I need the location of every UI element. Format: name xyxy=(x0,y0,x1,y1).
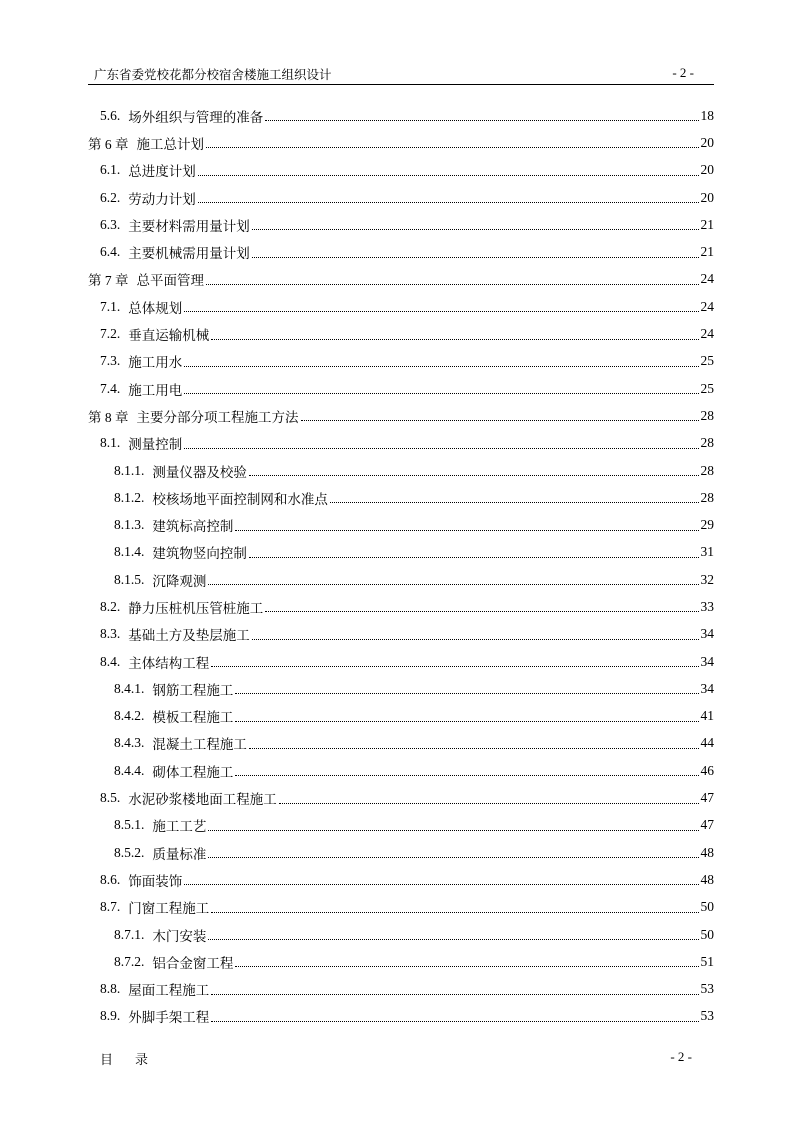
footer-page-number: - 2 - xyxy=(670,1049,692,1064)
toc-entry-title: 施工总计划 xyxy=(136,136,204,153)
dot-leader xyxy=(235,775,698,776)
dot-leader xyxy=(301,420,699,421)
toc-entry[interactable] xyxy=(88,921,714,948)
toc-entry-title: 砌体工程施工 xyxy=(152,764,234,781)
toc-entry[interactable] xyxy=(88,238,714,265)
toc-entry-page: 32 xyxy=(700,571,714,587)
toc-entry-number: 8.1.3. xyxy=(114,517,145,533)
toc-entry-number: 第 7 章 xyxy=(88,273,129,289)
dot-leader xyxy=(279,803,699,804)
toc-entry-title: 外脚手架工程 xyxy=(128,1010,210,1027)
toc-entry-page: 20 xyxy=(700,162,714,178)
toc-entry-title: 沉降观测 xyxy=(152,573,207,590)
toc-entry[interactable] xyxy=(88,266,714,293)
toc-entry-number: 8.4.1. xyxy=(114,680,145,696)
toc-entry-page: 24 xyxy=(700,298,714,314)
toc-entry[interactable] xyxy=(88,784,714,811)
toc-entry-page: 21 xyxy=(700,216,714,232)
dot-leader xyxy=(206,284,699,285)
dot-leader xyxy=(211,912,698,913)
document-title: 广东省委党校花都分校宿舍楼施工组织设计 xyxy=(94,67,332,82)
toc-entry-number: 8.5.1. xyxy=(114,817,145,833)
dot-leader xyxy=(235,530,698,531)
toc-entry-title: 铝合金窗工程 xyxy=(152,955,234,972)
toc-entry-page: 48 xyxy=(700,871,714,887)
dot-leader xyxy=(235,693,698,694)
toc-entry[interactable] xyxy=(88,730,714,757)
toc-entry-page: 47 xyxy=(700,817,714,833)
toc-entry-page: 25 xyxy=(700,380,714,396)
toc-entry-page: 51 xyxy=(700,953,714,969)
toc-entry[interactable] xyxy=(88,129,714,156)
dot-leader xyxy=(235,966,698,967)
toc-entry-page: 34 xyxy=(700,626,714,642)
toc-entry-page: 33 xyxy=(700,598,714,614)
dot-leader xyxy=(206,147,699,148)
toc-entry-title: 主体结构工程 xyxy=(128,655,210,672)
toc-entry-number: 8.8. xyxy=(100,981,121,997)
toc-entry-number: 6.1. xyxy=(100,162,121,178)
dot-leader xyxy=(249,748,699,749)
toc-entry[interactable] xyxy=(88,866,714,893)
table-of-contents xyxy=(88,102,714,1030)
toc-entry-title: 测量控制 xyxy=(128,437,183,454)
dot-leader xyxy=(252,229,699,230)
toc-entry[interactable] xyxy=(88,484,714,511)
toc-entry-page: 50 xyxy=(700,926,714,942)
toc-entry-title: 混凝土工程施工 xyxy=(152,737,247,754)
dot-leader xyxy=(265,611,698,612)
toc-entry[interactable] xyxy=(88,757,714,784)
toc-entry-title: 施工用电 xyxy=(128,382,183,399)
toc-entry[interactable] xyxy=(88,566,714,593)
toc-entry-number: 7.1. xyxy=(100,298,121,314)
toc-entry-page: 20 xyxy=(700,134,714,150)
toc-entry-page: 48 xyxy=(700,844,714,860)
dot-leader xyxy=(184,884,698,885)
toc-entry-title: 饰面装饰 xyxy=(128,873,183,890)
toc-entry-page: 20 xyxy=(700,189,714,205)
toc-entry[interactable] xyxy=(88,703,714,730)
toc-entry[interactable] xyxy=(88,539,714,566)
toc-entry-number: 8.1.1. xyxy=(114,462,145,478)
toc-entry-page: 28 xyxy=(700,407,714,423)
toc-entry-number: 8.4.4. xyxy=(114,762,145,778)
toc-entry-title: 建筑物竖向控制 xyxy=(152,546,247,563)
dot-leader xyxy=(265,120,698,121)
toc-entry[interactable] xyxy=(88,348,714,375)
toc-entry-number: 8.5.2. xyxy=(114,844,145,860)
toc-entry-title: 钢筋工程施工 xyxy=(152,682,234,699)
dot-leader xyxy=(249,475,699,476)
toc-entry-page: 21 xyxy=(700,244,714,260)
toc-entry-number: 8.1.2. xyxy=(114,489,145,505)
toc-entry-title: 施工用水 xyxy=(128,355,183,372)
toc-entry-page: 28 xyxy=(700,462,714,478)
toc-entry-title: 木门安装 xyxy=(152,928,207,945)
toc-entry-page: 44 xyxy=(700,735,714,751)
toc-entry-title: 总平面管理 xyxy=(136,273,204,290)
toc-entry-title: 校核场地平面控制网和水准点 xyxy=(152,491,328,508)
toc-entry-title: 总体规划 xyxy=(128,300,183,317)
toc-entry-page: 28 xyxy=(700,489,714,505)
toc-entry-title: 施工工艺 xyxy=(152,819,207,836)
footer-label: 目录 xyxy=(100,1053,171,1068)
toc-entry[interactable] xyxy=(88,948,714,975)
toc-entry-page: 46 xyxy=(700,762,714,778)
toc-entry-title: 主要分部分项工程施工方法 xyxy=(136,409,299,426)
dot-leader xyxy=(198,175,699,176)
toc-entry-number: 8.5. xyxy=(100,790,121,806)
toc-entry[interactable] xyxy=(88,1003,714,1030)
toc-entry-title: 质量标准 xyxy=(152,846,207,863)
toc-entry-page: 34 xyxy=(700,680,714,696)
toc-entry-title: 劳动力计划 xyxy=(128,191,196,208)
toc-entry-number: 第 6 章 xyxy=(88,136,129,152)
toc-entry-number: 8.1. xyxy=(100,435,121,451)
toc-entry-number: 8.7.2. xyxy=(114,953,145,969)
toc-entry-page: 31 xyxy=(700,544,714,560)
dot-leader xyxy=(211,339,698,340)
toc-entry-number: 7.4. xyxy=(100,380,121,396)
toc-entry-number: 5.6. xyxy=(100,107,121,123)
toc-entry-page: 24 xyxy=(700,271,714,287)
toc-entry-page: 34 xyxy=(700,653,714,669)
toc-entry[interactable] xyxy=(88,211,714,238)
toc-entry-title: 水泥砂浆楼地面工程施工 xyxy=(128,792,277,809)
toc-entry-number: 8.2. xyxy=(100,598,121,614)
toc-entry-title: 建筑标高控制 xyxy=(152,519,234,536)
toc-entry-page: 25 xyxy=(700,353,714,369)
toc-entry-title: 模板工程施工 xyxy=(152,710,234,727)
toc-entry-number: 8.7.1. xyxy=(114,926,145,942)
dot-leader xyxy=(211,994,698,995)
toc-entry-number: 8.9. xyxy=(100,1008,121,1024)
toc-entry-number: 8.1.4. xyxy=(114,544,145,560)
toc-entry-page: 50 xyxy=(700,899,714,915)
dot-leader xyxy=(184,448,698,449)
toc-entry-title: 屋面工程施工 xyxy=(128,983,210,1000)
toc-entry[interactable] xyxy=(88,457,714,484)
dot-leader xyxy=(184,311,698,312)
dot-leader xyxy=(252,639,699,640)
toc-entry-title: 主要机械需用量计划 xyxy=(128,246,250,263)
page-header xyxy=(88,62,714,85)
toc-entry-number: 8.4.2. xyxy=(114,708,145,724)
dot-leader xyxy=(211,1021,698,1022)
toc-entry[interactable] xyxy=(88,621,714,648)
toc-entry[interactable] xyxy=(88,839,714,866)
toc-entry[interactable] xyxy=(88,593,714,620)
toc-entry-number: 6.4. xyxy=(100,244,121,260)
toc-entry[interactable] xyxy=(88,976,714,1003)
toc-entry-number: 8.6. xyxy=(100,871,121,887)
toc-entry-page: 28 xyxy=(700,435,714,451)
toc-entry[interactable] xyxy=(88,184,714,211)
toc-entry-title: 场外组织与管理的准备 xyxy=(128,109,264,126)
toc-entry-number: 第 8 章 xyxy=(88,409,129,425)
toc-entry[interactable] xyxy=(88,293,714,320)
toc-entry-page: 53 xyxy=(700,1008,714,1024)
dot-leader xyxy=(252,257,699,258)
dot-leader xyxy=(235,721,698,722)
dot-leader xyxy=(208,857,698,858)
toc-entry[interactable] xyxy=(88,511,714,538)
toc-entry-number: 6.3. xyxy=(100,216,121,232)
toc-entry-page: 47 xyxy=(700,790,714,806)
toc-entry-number: 8.4. xyxy=(100,653,121,669)
dot-leader xyxy=(330,502,699,503)
toc-entry-title: 垂直运输机械 xyxy=(128,328,210,345)
toc-entry-title: 门窗工程施工 xyxy=(128,901,210,918)
toc-entry-title: 总进度计划 xyxy=(128,164,196,181)
toc-entry-page: 24 xyxy=(700,326,714,342)
toc-entry-number: 8.3. xyxy=(100,626,121,642)
dot-leader xyxy=(208,939,698,940)
toc-entry-number: 8.1.5. xyxy=(114,571,145,587)
header-page-number: - 2 - xyxy=(672,65,694,80)
toc-entry[interactable] xyxy=(88,157,714,184)
toc-entry-number: 8.4.3. xyxy=(114,735,145,751)
dot-leader xyxy=(184,393,698,394)
toc-entry-page: 18 xyxy=(700,107,714,123)
toc-entry[interactable] xyxy=(88,675,714,702)
toc-entry-title: 基础土方及垫层施工 xyxy=(128,628,250,645)
dot-leader xyxy=(184,366,698,367)
toc-entry-title: 静力压桩机压管桩施工 xyxy=(128,600,264,617)
toc-entry-page: 29 xyxy=(700,517,714,533)
toc-entry[interactable] xyxy=(88,648,714,675)
dot-leader xyxy=(211,666,698,667)
toc-entry[interactable] xyxy=(88,402,714,429)
dot-leader xyxy=(208,584,698,585)
toc-entry-page: 53 xyxy=(700,981,714,997)
dot-leader xyxy=(208,830,698,831)
toc-entry-page: 41 xyxy=(700,708,714,724)
toc-entry[interactable] xyxy=(88,102,714,129)
toc-entry-number: 7.2. xyxy=(100,326,121,342)
toc-entry-title: 主要材料需用量计划 xyxy=(128,218,250,235)
toc-entry[interactable] xyxy=(88,320,714,347)
toc-entry-number: 8.7. xyxy=(100,899,121,915)
toc-entry[interactable] xyxy=(88,812,714,839)
dot-leader xyxy=(249,557,699,558)
toc-entry[interactable] xyxy=(88,375,714,402)
dot-leader xyxy=(198,202,699,203)
toc-entry-title: 测量仪器及校验 xyxy=(152,464,247,481)
toc-entry-number: 6.2. xyxy=(100,189,121,205)
toc-entry[interactable] xyxy=(88,430,714,457)
toc-entry-number: 7.3. xyxy=(100,353,121,369)
toc-entry[interactable] xyxy=(88,894,714,921)
